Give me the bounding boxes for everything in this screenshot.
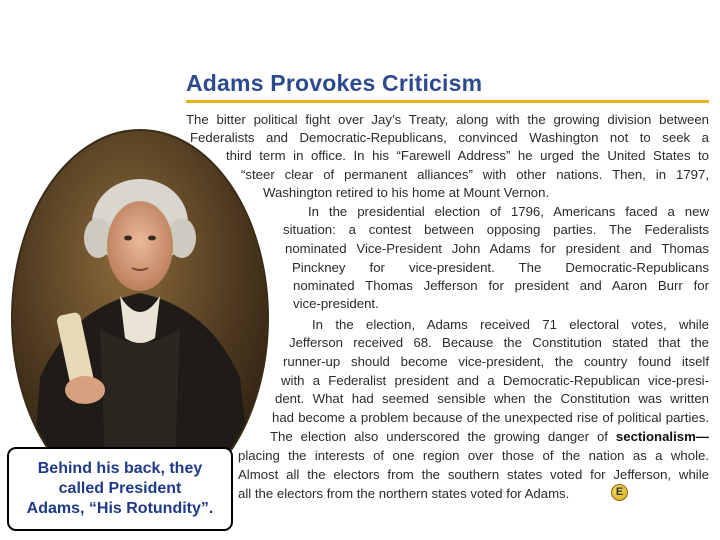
paragraph-2-line: nominated Thomas Jefferson for president and Aaron Burr for <box>293 278 709 293</box>
caption-line: called President <box>58 480 182 497</box>
paragraph-2-line: situation: a contest between opposing parties. The Federalists <box>283 222 709 237</box>
paragraph-1-line: Washington retired to his home at Mount Vernon. <box>263 185 550 200</box>
paragraph-3-line: with a Federalist president and a Democratic-Republican vice-presi- <box>281 373 709 388</box>
paragraph-2-line: vice-president. <box>293 296 379 311</box>
paragraph-4-line: placing the interests of one region over those of the nation as a whole. <box>238 448 709 463</box>
caption-line: Adams, “His Rotundity”. <box>26 500 214 517</box>
paragraph-2-line: In the presidential election of 1796, Americans faced a new <box>308 204 709 219</box>
paragraph-3-line: Jefferson received 68. Because the Constitution stated that the <box>289 335 709 350</box>
paragraph-3-line: had become a problem because of the unexpected rise of political parties. <box>272 410 709 425</box>
paragraph-4-line: The election also underscored the growing danger of sectionalism— <box>270 429 709 444</box>
heading-underline <box>186 100 709 103</box>
paragraph-3-line: runner-up should become vice-president, the country found itself <box>283 354 709 369</box>
section-heading: Adams Provokes Criticism <box>186 70 483 96</box>
caption-line: Behind his back, they <box>37 460 203 477</box>
paragraph-3-line: dent. What had seemed sensible when the Constitution was written <box>275 391 709 406</box>
paragraph-1-line: Federalists and Democratic-Republicans, convinced Washington not to seek a <box>190 130 709 145</box>
paragraph-2-line: nominated Vice-President John Adams for president and Thomas <box>285 241 709 256</box>
paragraph-4-line: Almost all the electors from the southern states voted for Jefferson, while <box>238 467 709 482</box>
paragraph-4-line: all the electors from the northern states voted for Adams. <box>238 486 570 501</box>
key-term-sectionalism: sectionalism— <box>615 429 709 444</box>
portrait-caption <box>7 447 233 531</box>
paragraph-1-line: “steer clear of permanent alliances” with other nations. Then, in 1797, <box>241 167 709 182</box>
paragraph-2-line: Pinckney for vice-president. The Democratic-Republicans <box>292 260 709 275</box>
paragraph-1-line: third term in office. In his “Farewell Address” he urged the United States to <box>226 148 709 163</box>
section-marker-badge: E <box>611 484 628 501</box>
paragraph-1-line: The bitter political fight over Jay’s Treaty, along with the growing division between <box>186 112 709 127</box>
paragraph-3-line: In the election, Adams received 71 electoral votes, while <box>312 317 709 332</box>
